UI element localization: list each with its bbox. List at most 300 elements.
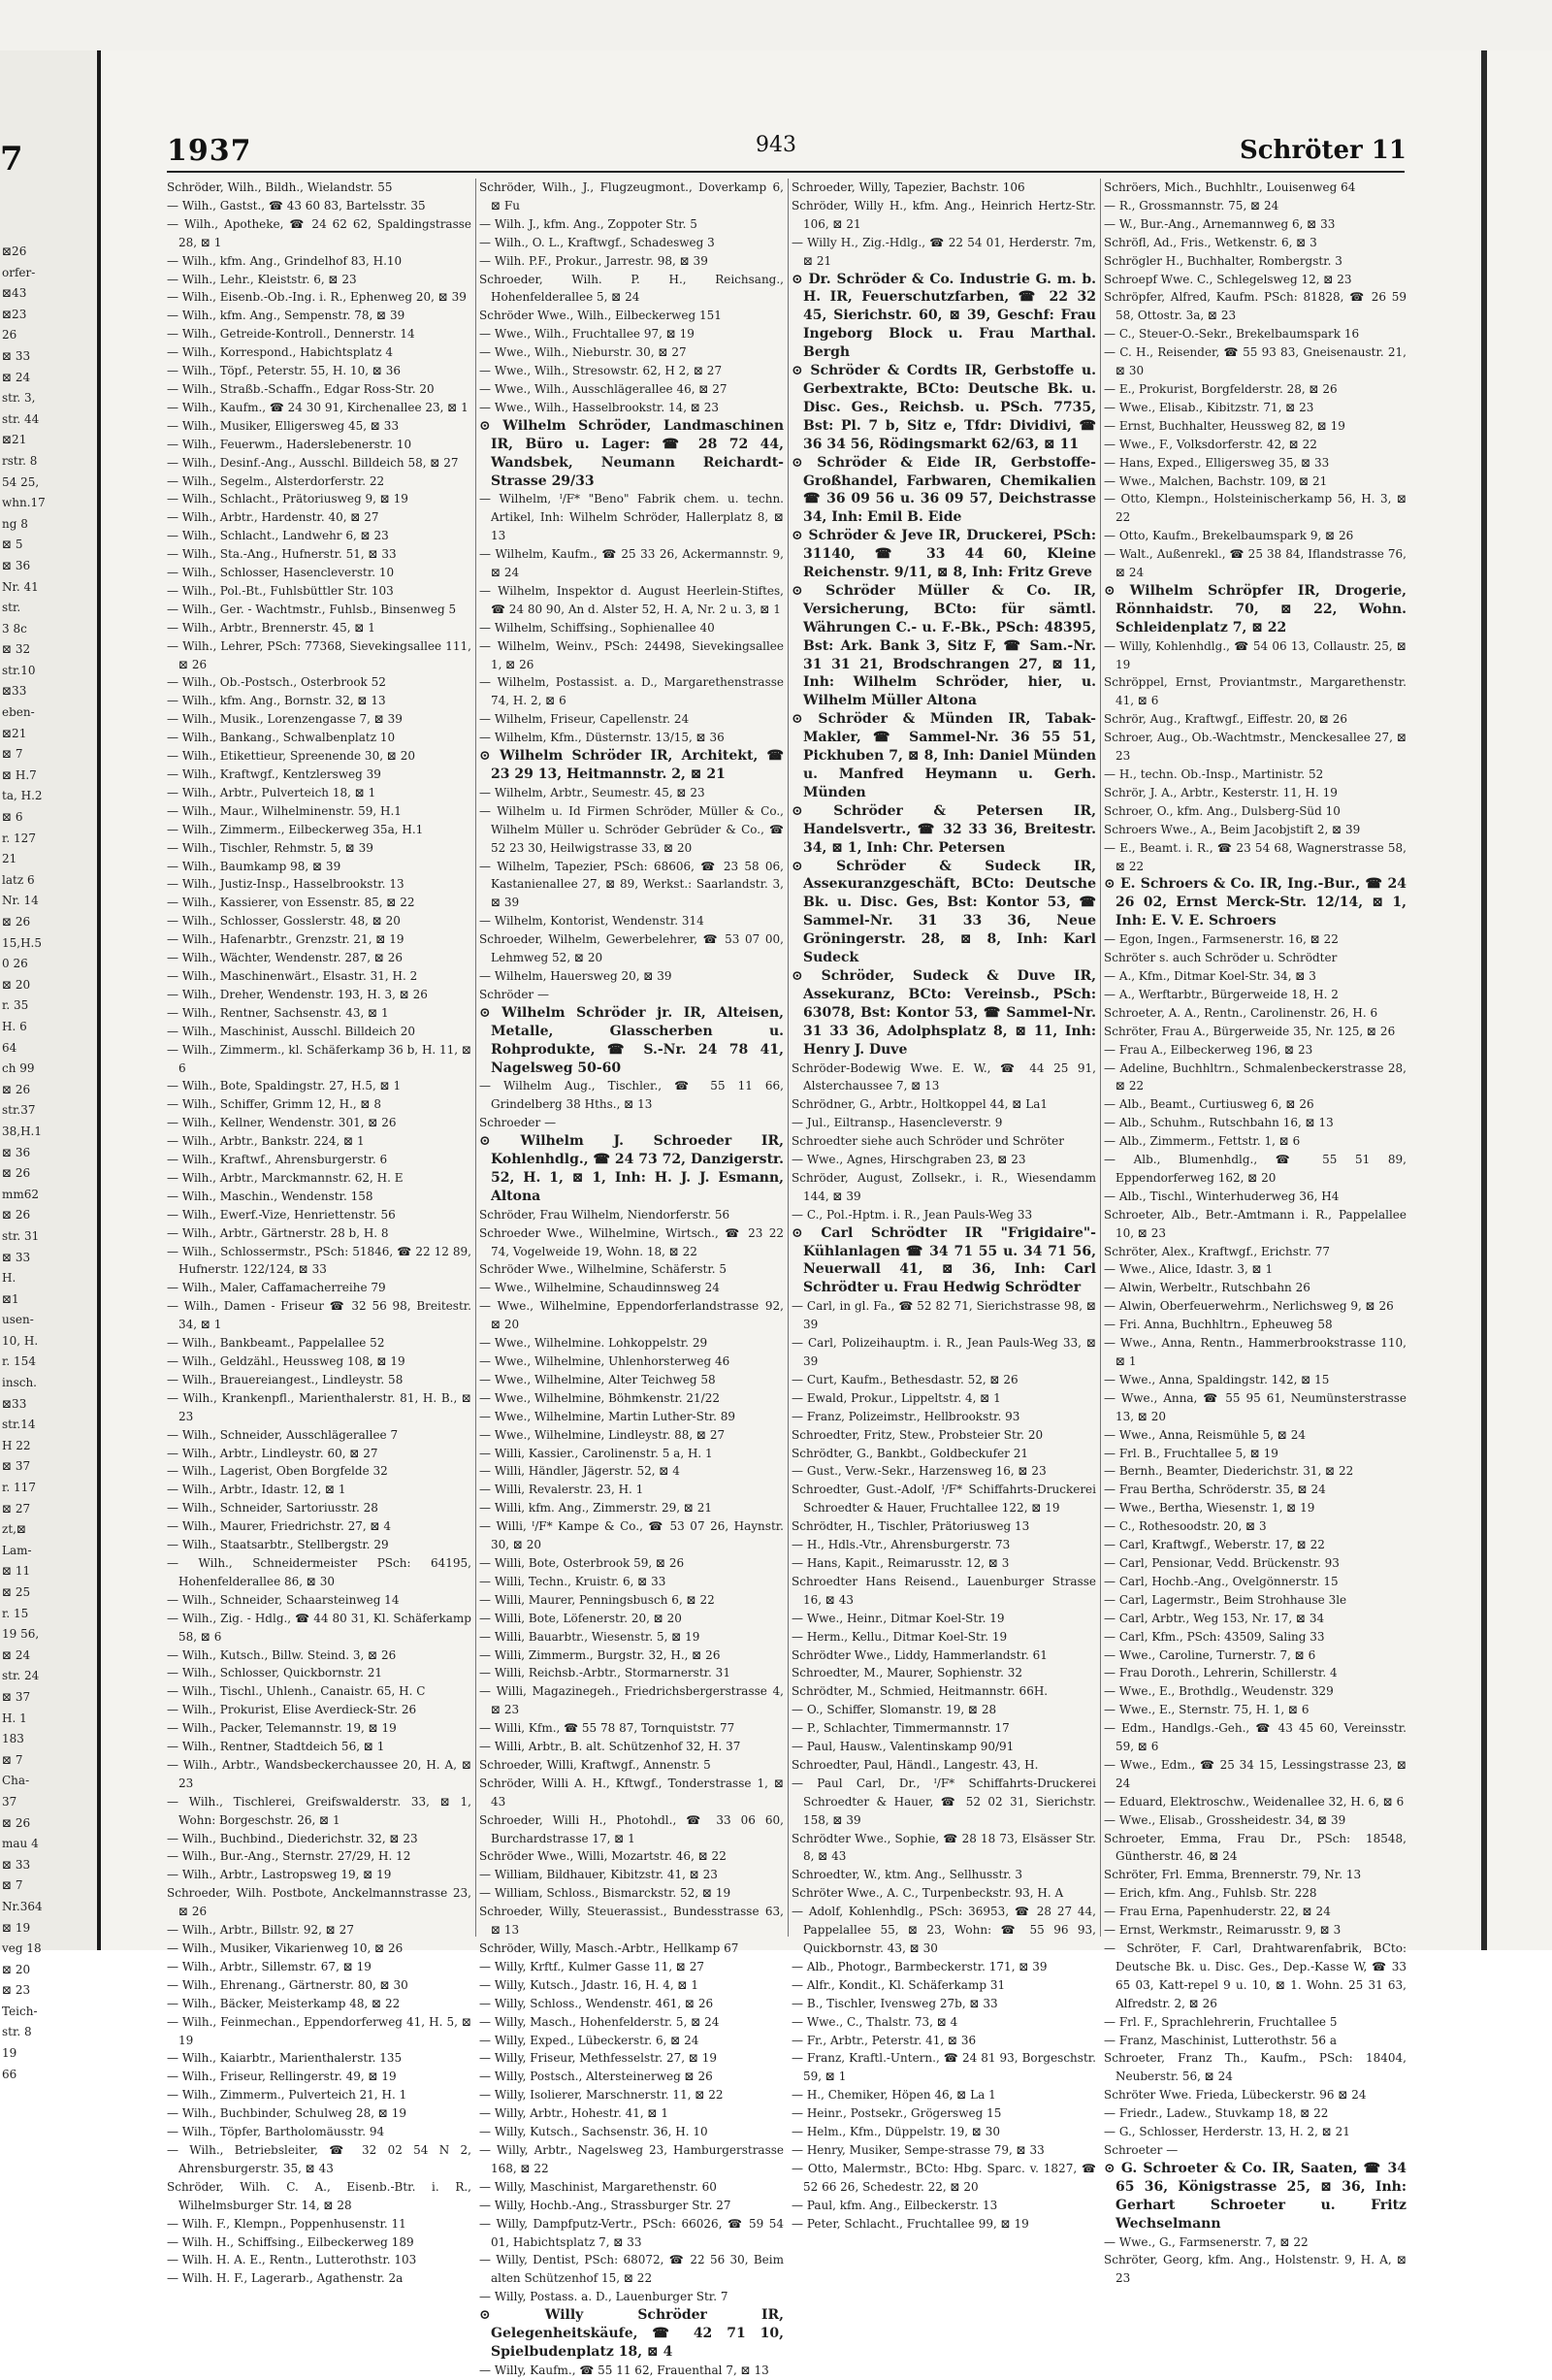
previous-page-fragment: ⊠43 bbox=[2, 286, 27, 301]
directory-entry: — Wilh., Schneider, Ausschlägerallee 7 bbox=[167, 1427, 399, 1442]
directory-entry: — Carl, Lagermstr., Beim Strohhause 3le bbox=[1104, 1592, 1347, 1607]
directory-entry: Schrödner, G., Arbtr., Holtkoppel 44, ⊠ La1 bbox=[792, 1097, 1049, 1112]
directory-entry: — Willi, ᴵ/F* Kampe & Co., ☎ 53 07 26, Haynstr. 30, ⊠ 20 bbox=[479, 1519, 784, 1552]
directory-entry: — Wilh., Buchbinder, Schulweg 28, ⊠ 19 bbox=[167, 2106, 407, 2121]
directory-entry: Schröter Wwe., A. C., Turpenbeckstr. 93, H. A bbox=[792, 1886, 1064, 1901]
directory-entry: — Wilh., Maschinist, Ausschl. Billdeich 20 bbox=[167, 1024, 415, 1038]
previous-page-fragment: veg 18 bbox=[2, 1941, 42, 1956]
directory-entry: — Wilh., Wächter, Wendenstr. 287, ⊠ 26 bbox=[167, 951, 404, 965]
directory-entry: — Wilh., Bote, Spaldingstr. 27, H.5, ⊠ 1 bbox=[167, 1079, 402, 1093]
directory-entry: — Wilh., Apotheke, ☎ 24 62 62, Spaldingstrasse 28, ⊠ 1 bbox=[167, 216, 471, 249]
directory-entry: — Wilh., Bäcker, Meisterkamp 48, ⊠ 22 bbox=[167, 1996, 401, 2010]
directory-entry: Schrödter Wwe., Liddy, Hammerlandstr. 61 bbox=[792, 1647, 1048, 1662]
directory-entry: — Wilh., Arbtr., Lastropsweg 19, ⊠ 19 bbox=[167, 1868, 392, 1882]
directory-entry: — Wwe., Wilhelmine, Uhlenhorsterweg 46 bbox=[479, 1354, 730, 1368]
directory-entry: — Wwe., Anna, ☎ 55 95 61, Neumünsterstrasse 13, ⊠ 20 bbox=[1104, 1390, 1406, 1423]
directory-entry: Schröter, Frau A., Bürgerweide 35, Nr. 125, ⊠ 26 bbox=[1104, 1024, 1396, 1038]
previous-page-fragment: ⊠ 20 bbox=[2, 977, 31, 992]
directory-entry: — Wwe., Wilhelmine, Böhmkenstr. 21/22 bbox=[479, 1390, 720, 1405]
directory-entry: — Wilh., Kellner, Wendenstr. 301, ⊠ 26 bbox=[167, 1116, 397, 1130]
directory-entry: — Wilh., Maur., Wilhelminenstr. 59, H.1 bbox=[167, 803, 402, 818]
directory-entry: — Wilh., Arbtr., Idastr. 12, ⊠ 1 bbox=[167, 1483, 346, 1497]
directory-entry: Schröder Wwe., Wilh., Eilbeckerweg 151 bbox=[479, 309, 722, 323]
directory-entry: — Wilh., Baumkamp 98, ⊠ 39 bbox=[167, 859, 341, 873]
previous-page-fragment: ⊠26 bbox=[2, 245, 27, 258]
previous-page-fragment: ⊠ 27 bbox=[2, 1501, 31, 1516]
directory-entry: — Wilh., Betriebsleiter, ☎ 32 02 54 N 2, Ahrensburgerstr. 35, ⊠ 43 bbox=[167, 2142, 471, 2175]
directory-entry: — Wilh., Maschin., Wendenstr. 158 bbox=[167, 1189, 373, 1203]
directory-entry: Schroedter, Paul, Händl., Langestr. 43, H. bbox=[792, 1757, 1039, 1772]
previous-page-fragment: ⊠ 36 bbox=[2, 558, 31, 572]
directory-entry: — Wwe., Wilhelmine. Lohkoppelstr. 29 bbox=[479, 1336, 708, 1351]
directory-entry: — Franz, Kraftl.-Untern., ☎ 24 81 93, Borgeschstr. 59, ⊠ 1 bbox=[792, 2051, 1096, 2084]
directory-entry: — Helm., Kfm., Düppelstr. 19, ⊠ 30 bbox=[792, 2125, 1000, 2139]
directory-entry: — Gust., Verw.-Sekr., Harzensweg 16, ⊠ 23 bbox=[792, 1464, 1047, 1479]
directory-entry: Schroedter Hans Reisend., Lauenburger Strasse 16, ⊠ 43 bbox=[792, 1574, 1096, 1607]
directory-entry: — Ewald, Prokur., Lippeltstr. 4, ⊠ 1 bbox=[792, 1390, 1001, 1405]
previous-page-fragment: ⊠ 7 bbox=[2, 1878, 23, 1893]
directory-entry: — Willy, Arbtr., Hohestr. 41, ⊠ 1 bbox=[479, 2106, 668, 2121]
directory-entry: — Wilh., Ewerf.-Vize, Henriettenstr. 56 bbox=[167, 1207, 396, 1222]
previous-page-fragment: ⊠ 33 bbox=[2, 1250, 31, 1264]
directory-entry: — Alb., Tischl., Winterhuderweg 36, H4 bbox=[1104, 1189, 1340, 1203]
directory-entry: — Willy, Kutsch., Jdastr. 16, H. 4, ⊠ 1 bbox=[479, 1977, 699, 1992]
previous-page-fragment: ⊠ 5 bbox=[2, 538, 23, 552]
directory-entry: — Wilh., Prokurist, Elise Averdieck-Str. 26 bbox=[167, 1703, 417, 1717]
directory-entry: Schröppel, Ernst, Proviantmstr., Margarethenstr. 41, ⊠ 6 bbox=[1104, 675, 1406, 708]
running-title: Schröter 11 bbox=[1239, 136, 1406, 165]
directory-entry: — Wilh., Justiz-Insp., Hasselbrookstr. 13 bbox=[167, 877, 404, 892]
directory-entry: — Willi, Zimmerm., Burgstr. 32, H., ⊠ 26 bbox=[479, 1647, 721, 1662]
directory-entry: ⊙ Carl Schrödter IR "Frigidaire"-Kühlanlagen ☎ 34 71 55 u. 34 71 56, Neuerwall 41, ⊠ 36, Inh: Carl Schrödter u. Frau Hedwig Schrödter bbox=[792, 1224, 1096, 1296]
directory-entry: — Paul, kfm. Ang., Eilbeckerstr. 13 bbox=[792, 2198, 998, 2212]
directory-entry: Schroedter, M., Maurer, Sophienstr. 32 bbox=[792, 1666, 1022, 1680]
previous-page-fragment: str.10 bbox=[2, 663, 36, 677]
directory-entry: — Wilh., Brauereiangest., Lindleystr. 58 bbox=[167, 1372, 404, 1386]
previous-page-fragment: ⊠ 37 bbox=[2, 1689, 31, 1704]
directory-entry: — Wilh., Töpf., Peterstr. 55, H. 10, ⊠ 36 bbox=[167, 364, 402, 378]
directory-entry: Schröder, August, Zollsekr., i. R., Wiesendamm 144, ⊠ 39 bbox=[792, 1170, 1096, 1203]
directory-entry: — Wilhelm, Inspektor d. August Heerlein-Stiftes, ☎ 24 80 90, An d. Alster 52, H. A, Nr. 2 u. 3, ⊠ 1 bbox=[479, 583, 784, 616]
directory-entry: — Paul Carl, Dr., ᴵ/F* Schiffahrts-Druckerei Schroedter & Hauer, ☎ 52 02 31, Sierichstr. 158, ⊠ 39 bbox=[792, 1776, 1096, 1827]
directory-entry: — Wilh., Packer, Telemannstr. 19, ⊠ 19 bbox=[167, 1721, 397, 1736]
directory-entry: — H., techn. Ob.-Insp., Martinistr. 52 bbox=[1104, 767, 1324, 781]
directory-column-1 bbox=[167, 179, 471, 2286]
directory-entry: — Wilh., Tischler, Rehmstr. 5, ⊠ 39 bbox=[167, 840, 373, 855]
directory-entry: Schröder, Willy, Masch.-Arbtr., Hellkamp 67 bbox=[479, 1941, 739, 1955]
directory-entry: — Wilh., Segelm., Alsterdorferstr. 22 bbox=[167, 473, 385, 488]
directory-entry: Schrör, J. A., Arbtr., Kesterstr. 11, H. 19 bbox=[1104, 785, 1338, 799]
directory-entry: Schroeder, Willi, Kraftwgf., Annenstr. 5 bbox=[479, 1757, 711, 1772]
directory-entry: ⊙ Schröder & Münden IR, Tabak-Makler, ☎ Sammel-Nr. 36 55 51, Pickhuben 7, ⊠ 8, Inh: Daniel Münden u. Manfred Heymann u. Gerh. Münden bbox=[792, 711, 1096, 800]
directory-entry: — Wilh., Rentner, Stadtdeich 56, ⊠ 1 bbox=[167, 1740, 385, 1754]
previous-page-fragment: ⊠ 26 bbox=[2, 1082, 31, 1096]
directory-entry: Schroepf Wwe. C., Schlegelsweg 12, ⊠ 23 bbox=[1104, 272, 1352, 286]
directory-entry: — H., Hdls.-Vtr., Ahrensburgerstr. 73 bbox=[792, 1538, 1011, 1552]
previous-page-fragment: Nr. 41 bbox=[2, 579, 39, 594]
previous-page-fragment: ⊠33 bbox=[2, 1396, 27, 1411]
directory-entry: — Wilh., Ob.-Postsch., Osterbrook 52 bbox=[167, 675, 386, 690]
directory-entry: — Walt., Außenrekl., ☎ 25 38 84, Iflandstrasse 76, ⊠ 24 bbox=[1104, 547, 1406, 580]
previous-page-fragment: str. 3, bbox=[2, 391, 36, 406]
directory-entry: — Carl, Hochb.-Ang., Ovelgönnerstr. 15 bbox=[1104, 1574, 1339, 1588]
previous-page-fragment: ⊠ 33 bbox=[2, 1857, 31, 1872]
directory-entry: — Wwe., Wilh., Nieburstr. 30, ⊠ 27 bbox=[479, 345, 687, 360]
directory-entry: — Carl, Polizeihauptm. i. R., Jean Pauls-Weg 33, ⊠ 39 bbox=[792, 1336, 1096, 1368]
directory-entry: — Wilh., Kraftwgf., Kentzlersweg 39 bbox=[167, 767, 381, 781]
previous-page-fragment: str. 44 bbox=[2, 411, 40, 426]
directory-entry: — Willy, Exped., Lübeckerstr. 6, ⊠ 24 bbox=[479, 2033, 699, 2047]
directory-entry: — Jul., Eiltransp., Hasencleverstr. 9 bbox=[792, 1116, 1003, 1130]
directory-entry: — Wilh., Schneider, Sartoriusstr. 28 bbox=[167, 1501, 378, 1516]
directory-entry: — Wwe., Wilhelmine, Schaudinnsweg 24 bbox=[479, 1281, 720, 1295]
directory-entry: — Wilh. H. A. E., Rentn., Lutterothstr. 103 bbox=[167, 2253, 417, 2267]
directory-entry: — Wilh., Kutsch., Billw. Steind. 3, ⊠ 26 bbox=[167, 1647, 397, 1662]
previous-page-fragment: ⊠21 bbox=[2, 433, 27, 447]
directory-entry: — Wwe., G., Farmsenerstr. 7, ⊠ 22 bbox=[1104, 2234, 1309, 2249]
directory-entry: — Wilh., Arbtr., Pulverteich 18, ⊠ 1 bbox=[167, 785, 376, 799]
previous-page-fragment: whn.17 bbox=[2, 496, 46, 510]
directory-entry: — Otto, Klempn., Holsteinischerkamp 56, H. 3, ⊠ 22 bbox=[1104, 492, 1406, 525]
previous-page-fragment: 64 bbox=[2, 1040, 17, 1055]
directory-entry: — Carl, Pensionar, Vedd. Brückenstr. 93 bbox=[1104, 1555, 1340, 1570]
directory-entry: ⊙ Wilhelm Schröder jr. IR, Alteisen, Metalle, Glasscherben u. Rohprodukte, ☎ S.-Nr. 24 78 41, Nagelsweg 50-60 bbox=[479, 1004, 784, 1076]
directory-entry: — Wilh., Maschinenwärt., Elsastr. 31, H. 2 bbox=[167, 968, 418, 983]
directory-entry: — Wilhelm, Kaufm., ☎ 25 33 26, Ackermannstr. 9, ⊠ 24 bbox=[479, 547, 784, 580]
directory-entry: — Wilh., Arbtr., Sillemstr. 67, ⊠ 19 bbox=[167, 1959, 372, 1973]
previous-page-fragment: 10, H. bbox=[2, 1333, 39, 1348]
directory-entry: — Wilh., Arbtr., Brennerstr. 45, ⊠ 1 bbox=[167, 620, 375, 635]
directory-entry: — Willy, Friseur, Methfesselstr. 27, ⊠ 19 bbox=[479, 2051, 718, 2066]
directory-entry: — Alb., Beamt., Curtiusweg 6, ⊠ 26 bbox=[1104, 1097, 1314, 1112]
directory-entry: — Wilh., Bur.-Ang., Sternstr. 27/29, H. 12 bbox=[167, 1849, 411, 1864]
directory-entry: — Hans, Kapit., Reimarusstr. 12, ⊠ 3 bbox=[792, 1555, 1010, 1570]
previous-page-fragments bbox=[2, 245, 99, 2088]
directory-entry: Schroeter, Emma, Frau Dr., PSch: 18548, Güntherstr. 46, ⊠ 24 bbox=[1104, 1831, 1406, 1864]
directory-entry: Schrödter, G., Bankbt., Goldbeckufer 21 bbox=[792, 1446, 1029, 1460]
page-right-edge bbox=[1481, 50, 1487, 1950]
previous-page-fragment: 54 25, bbox=[2, 474, 40, 489]
directory-entry: — Willy, Postass. a. D., Lauenburger Str. 7 bbox=[479, 2290, 728, 2304]
directory-entry: — Willi, Händler, Jägerstr. 52, ⊠ 4 bbox=[479, 1464, 680, 1479]
directory-entry: — Henry, Musiker, Sempe-strasse 79, ⊠ 33 bbox=[792, 2142, 1045, 2157]
previous-page-fragment: ⊠ 7 bbox=[2, 747, 23, 762]
directory-entry: — Alwin, Werbeltr., Rutschbahn 26 bbox=[1104, 1281, 1310, 1295]
directory-entry: — O., Schiffer, Slomanstr. 19, ⊠ 28 bbox=[792, 1703, 997, 1717]
directory-entry: Schroeder, Willi H., Photohdl., ☎ 33 06 60, Burchardstrasse 17, ⊠ 1 bbox=[479, 1812, 784, 1845]
directory-entry: — William, Bildhauer, Kibitzstr. 41, ⊠ 23 bbox=[479, 1868, 718, 1882]
directory-entry: — Wilh., Zig. - Hdlg., ☎ 44 80 31, Kl. Schäferkamp 58, ⊠ 6 bbox=[167, 1611, 471, 1644]
directory-entry: — Alwin, Oberfeuerwehrm., Nerlichsweg 9, ⊠ 26 bbox=[1104, 1299, 1394, 1314]
previous-page-fragment: eben- bbox=[2, 705, 35, 720]
directory-entry: ⊙ Schröder & Petersen IR, Handelsvertr., ☎ 32 33 36, Breitestr. 34, ⊠ 1, Inh: Chr. Petersen bbox=[792, 802, 1096, 856]
directory-entry: ⊙ Schröder & Jeve IR, Druckerei, PSch: 31140, ☎ 33 44 60, Kleine Reichenstr. 9/11, ⊠ 8, Inh: Fritz Greve bbox=[792, 528, 1096, 581]
directory-column-2 bbox=[479, 179, 784, 2377]
directory-entry: — Wwe., Elisab., Grossheidestr. 34, ⊠ 39 bbox=[1104, 1812, 1346, 1827]
directory-entry: — P., Schlachter, Timmermannstr. 17 bbox=[792, 1721, 1010, 1736]
previous-page-fragment: ⊠ 7 bbox=[2, 1752, 23, 1767]
column-divider bbox=[475, 179, 476, 1937]
directory-entry: Schroeder, Wilh. P. H., Reichsang., Hohenfelderallee 5, ⊠ 24 bbox=[479, 272, 784, 305]
directory-entry: — Wilh., Schneider, Schaarsteinweg 14 bbox=[167, 1592, 400, 1607]
directory-entry: — Willi, Arbtr., B. alt. Schützenhof 32, H. 37 bbox=[479, 1740, 741, 1754]
directory-entry: Schroedter siehe auch Schröder und Schröter bbox=[792, 1134, 1064, 1149]
directory-entry: — Willy, Krftf., Kulmer Gasse 11, ⊠ 27 bbox=[479, 1959, 704, 1973]
directory-entry: — Wwe., Wilh., Stresowstr. 62, H 2, ⊠ 27 bbox=[479, 364, 723, 378]
directory-entry: — Willy, Arbtr., Nagelsweg 23, Hamburgerstrasse 168, ⊠ 22 bbox=[479, 2142, 784, 2175]
directory-entry: — Wilh., Schlacht., Landwehr 6, ⊠ 23 bbox=[167, 529, 389, 543]
directory-entry: — Heinr., Postsekr., Grögersweg 15 bbox=[792, 2106, 1002, 2121]
directory-entry: — Herm., Kellu., Ditmar Koel-Str. 19 bbox=[792, 1629, 1008, 1644]
directory-entry: — Frau A., Eilbeckerweg 196, ⊠ 23 bbox=[1104, 1042, 1313, 1057]
directory-entry: — Wilh., Getreide-Kontroll., Dennerstr. 14 bbox=[167, 327, 415, 342]
directory-entry: — Willy H., Zig.-Hdlg., ☎ 22 54 01, Herderstr. 7m, ⊠ 21 bbox=[792, 235, 1096, 268]
directory-entry: — Wwe., Wilhelmine, Eppendorferlandstrasse 92, ⊠ 20 bbox=[479, 1299, 784, 1332]
directory-entry: — Wwe., Wilh., Ausschlägerallee 46, ⊠ 27 bbox=[479, 381, 728, 396]
directory-entry: — Frau Erna, Papenhuderstr. 22, ⊠ 24 bbox=[1104, 1905, 1331, 1919]
directory-entry: — Frl. F., Sprachlehrerin, Fruchtallee 5 bbox=[1104, 2014, 1338, 2029]
previous-page-fragment: ⊠ 11 bbox=[2, 1564, 31, 1579]
directory-entry: ⊙ Wilhelm Schröder, Landmaschinen IR, Büro u. Lager: ☎ 28 72 44, Wandsbek, Neumann Reichardt-Strasse 29/33 bbox=[479, 417, 784, 489]
directory-entry: — Erich, kfm. Ang., Fuhlsb. Str. 228 bbox=[1104, 1886, 1317, 1901]
previous-page-fragment: ⊠ 24 bbox=[2, 370, 31, 384]
previous-page-fragment: ⊠ 26 bbox=[2, 1166, 31, 1181]
directory-entry: — Wilhelm Aug., Tischler., ☎ 55 11 66, Grindelberg 38 Hths., ⊠ 13 bbox=[479, 1079, 784, 1112]
directory-entry: — Wilh., Straßb.-Schaffn., Edgar Ross-Str. 20 bbox=[167, 381, 435, 396]
directory-entry: — Adeline, Buchhltrn., Schmalenbeckerstrasse 28, ⊠ 22 bbox=[1104, 1060, 1406, 1093]
directory-entry: Schröder, Frau Wilhelm, Niendorferstr. 56 bbox=[479, 1207, 730, 1222]
directory-entry: — Willi, Techn., Kruistr. 6, ⊠ 33 bbox=[479, 1574, 666, 1588]
directory-entry: — Wwe., Wilhelmine, Lindleystr. 88, ⊠ 27 bbox=[479, 1427, 726, 1442]
previous-page-fragment: ⊠33 bbox=[2, 684, 27, 699]
directory-entry: — Egon, Ingen., Farmsenerstr. 16, ⊠ 22 bbox=[1104, 932, 1339, 947]
directory-entry: — W., Bur.-Ang., Arnemannweg 6, ⊠ 33 bbox=[1104, 216, 1336, 231]
previous-page-fragment: 3 8c bbox=[2, 621, 27, 636]
directory-entry: — Wilh., Feinmechan., Eppendorferweg 41, H. 5, ⊠ 19 bbox=[167, 2014, 471, 2047]
directory-entry: — Willy, Dentist, PSch: 68072, ☎ 22 56 30, Beim alten Schützenhof 15, ⊠ 22 bbox=[479, 2253, 784, 2286]
previous-page-fragment: usen- bbox=[2, 1313, 34, 1327]
directory-entry: — Willi, Reichsb.-Arbtr., Stormarnerstr. 31 bbox=[479, 1666, 730, 1680]
directory-entry: Schroedter, W., ktm. Ang., Sellhusstr. 3 bbox=[792, 1868, 1022, 1882]
previous-page-fragment: str. bbox=[2, 601, 21, 615]
directory-entry: — Alb., Blumenhdlg., ☎ 55 51 89, Eppendorferweg 162, ⊠ 20 bbox=[1104, 1153, 1406, 1185]
directory-entry: — Wwe., E., Brothdlg., Weudenstr. 329 bbox=[1104, 1684, 1334, 1699]
directory-entry: — Wilhelm, Hauersweg 20, ⊠ 39 bbox=[479, 968, 672, 983]
previous-page-fragment: zt,⊠ bbox=[2, 1522, 27, 1537]
directory-entry: — Wwe., Anna, Spaldingstr. 142, ⊠ 15 bbox=[1104, 1372, 1330, 1386]
previous-page-fragment: 38,H.1 bbox=[2, 1124, 42, 1138]
directory-entry: — Wilh., Tischlerei, Greifswalderstr. 33, ⊠ 1, Wohn: Borgeschstr. 26, ⊠ 1 bbox=[167, 1794, 471, 1827]
directory-entry: Schröder, Willy H., kfm. Ang., Heinrich Hertz-Str. 106, ⊠ 21 bbox=[792, 198, 1096, 231]
directory-entry: — Willi, Maurer, Penningsbusch 6, ⊠ 22 bbox=[479, 1592, 715, 1607]
directory-entry: Schroeder, Wilh. Postbote, Anckelmannstrasse 23, ⊠ 26 bbox=[167, 1886, 471, 1919]
previous-page-fragment: str. 31 bbox=[2, 1228, 40, 1243]
directory-entry: Schroedter, Fritz, Stew., Probsteier Str. 20 bbox=[792, 1427, 1044, 1442]
previous-page-fragment: str. 8 bbox=[2, 2025, 32, 2039]
directory-entry: ⊙ Wilhelm J. Schroeder IR, Kohlenhdlg., ☎ 24 73 72, Danzigerstr. 52, H. 1, ⊠ 1, Inh: H. J. J. Esmann, Altona bbox=[479, 1133, 784, 1204]
directory-entry: — Wilh., Eisenb.-Ob.-Ing. i. R., Ephenweg 20, ⊠ 39 bbox=[167, 290, 467, 305]
previous-page-fragment: ⊠ 25 bbox=[2, 1585, 31, 1599]
previous-page-fragment: 15,H.5 bbox=[2, 935, 42, 950]
directory-entry: — C., Rothesoodstr. 20, ⊠ 3 bbox=[1104, 1519, 1267, 1534]
directory-entry: — Wilh., Geldzähl., Heussweg 108, ⊠ 19 bbox=[167, 1354, 405, 1368]
directory-entry: — Wilh., Arbtr., Bankstr. 224, ⊠ 1 bbox=[167, 1134, 365, 1149]
directory-entry: — Wilh., Ger. - Wachtmstr., Fuhlsb., Binsenweg 5 bbox=[167, 602, 457, 616]
directory-entry: ⊙ G. Schroeter & Co. IR, Saaten, ☎ 34 65 36, Königstrasse 25, ⊠ 36, Inh: Gerhart Schroeter u. Fritz Wechselmann bbox=[1104, 2160, 1406, 2232]
directory-entry: — Wilh. J., kfm. Ang., Zoppoter Str. 5 bbox=[479, 216, 697, 231]
directory-entry: — Wilh., Etikettieur, Spreenende 30, ⊠ 20 bbox=[167, 749, 415, 764]
page-year: 1937 bbox=[167, 134, 252, 168]
directory-entry: — Wilh. H. F., Lagerarb., Agathenstr. 2a bbox=[167, 2271, 404, 2286]
directory-entry: — Edm., Handlgs.-Geh., ☎ 43 45 60, Vereinsstr. 59, ⊠ 6 bbox=[1104, 1721, 1406, 1754]
directory-entry: — H., Chemiker, Höpen 46, ⊠ La 1 bbox=[792, 2088, 996, 2103]
directory-entry: — Wilh., Zimmerm., Eilbeckerweg 35a, H.1 bbox=[167, 822, 424, 836]
directory-entry: — Franz, Maschinist, Lutterothstr. 56 a bbox=[1104, 2033, 1337, 2047]
directory-entry: — R., Grossmannstr. 75, ⊠ 24 bbox=[1104, 198, 1279, 212]
previous-page-fragment: 21 bbox=[2, 852, 17, 866]
directory-entry: — Wilhelm, Schiffsing., Sophienallee 40 bbox=[479, 620, 715, 635]
previous-page-number: 7 bbox=[0, 140, 23, 179]
directory-entry: — Wwe., Anna, Reismühle 5, ⊠ 24 bbox=[1104, 1427, 1306, 1442]
directory-entry: — Wwe., Wilhelmine, Alter Teichweg 58 bbox=[479, 1372, 716, 1386]
directory-entry: — Willy, Dampfputz-Vertr., PSch: 66026, ☎ 59 54 01, Habichtsplatz 7, ⊠ 33 bbox=[479, 2216, 784, 2249]
directory-entry: — Wilh., Schiffer, Grimm 12, H., ⊠ 8 bbox=[167, 1097, 382, 1112]
previous-page-fragment: ⊠ H.7 bbox=[2, 767, 37, 782]
directory-entry: — Wilh., Schlosser, Hasencleverstr. 10 bbox=[167, 566, 395, 580]
directory-entry: ⊙ Schröder, Sudeck & Duve IR, Assekuranz, BCto: Vereinsb., PSch: 63078, Bst: Kontor 53, ☎ Sammel-Nr. 31 33 36, Adolphsplatz 8, ⊠ 11, Inh: Henry J. Duve bbox=[792, 967, 1096, 1058]
directory-entry: — Wilh., Lehr., Kleiststr. 6, ⊠ 23 bbox=[167, 272, 357, 286]
directory-entry: — Willy, Kohlenhdlg., ☎ 54 06 13, Collaustr. 25, ⊠ 19 bbox=[1104, 638, 1406, 671]
directory-entry: — Wilh., Töpfer, Bartholomäusstr. 94 bbox=[167, 2125, 385, 2139]
directory-entry: — Wilh., kfm. Ang., Grindelhof 83, H.10 bbox=[167, 253, 403, 268]
previous-page-fragment: Cha- bbox=[2, 1774, 30, 1788]
directory-entry: — Wwe., E., Sternstr. 75, H. 1, ⊠ 6 bbox=[1104, 1703, 1310, 1717]
directory-entry: — Wilh., Maurer, Friedrichstr. 27, ⊠ 4 bbox=[167, 1519, 391, 1534]
directory-entry: ⊙ Schröder & Cordts IR, Gerbstoffe u. Gerbextrakte, BCto: Deutsche Bk. u. Disc. Ges., Reichsb. u. PSch. 7735, Bst: Pl. 7 b, Sitz e, Tfdr: Dividivi, ☎ 36 34 56, Rödingsmarkt 62/63, ⊠ 11 bbox=[792, 363, 1096, 452]
directory-entry: — Willi, Bote, Löfenerstr. 20, ⊠ 20 bbox=[479, 1611, 682, 1625]
previous-page-fragment: H. bbox=[2, 1271, 16, 1286]
previous-page-fragment: r. 154 bbox=[2, 1354, 36, 1369]
page-number: 943 bbox=[756, 133, 796, 157]
previous-page-fragment: ⊠ 37 bbox=[2, 1459, 31, 1474]
directory-entry: — Wilhelm, Postassist. a. D., Margarethenstrasse 74, H. 2, ⊠ 6 bbox=[479, 675, 784, 708]
previous-page-fragment: Nr.364 bbox=[2, 1899, 43, 1913]
directory-entry: — Wilh., Damen - Friseur ☎ 32 56 98, Breitestr. 34, ⊠ 1 bbox=[167, 1299, 471, 1332]
directory-entry: — E., Beamt. i. R., ☎ 23 54 68, Wagnerstrasse 58, ⊠ 22 bbox=[1104, 840, 1406, 873]
directory-entry: — C., Pol.-Hptm. i. R., Jean Pauls-Weg 33 bbox=[792, 1207, 1033, 1222]
directory-entry: — Ernst, Werkmstr., Reimarusstr. 9, ⊠ 3 bbox=[1104, 1923, 1342, 1938]
directory-entry: — Wilh., Maler, Caffamacherreihe 79 bbox=[167, 1281, 386, 1295]
directory-entry: — Frl. B., Fruchtallee 5, ⊠ 19 bbox=[1104, 1446, 1278, 1460]
directory-entry: Schroeder, Willy, Steuerassist., Bundesstrasse 63, ⊠ 13 bbox=[479, 1905, 784, 1938]
directory-entry: — Carl, Kraftwgf., Weberstr. 17, ⊠ 22 bbox=[1104, 1538, 1325, 1552]
directory-entry: — Wilh., Pol.-Bt., Fuhlsbüttler Str. 103 bbox=[167, 583, 394, 598]
previous-page-fragment: 19 56, bbox=[2, 1627, 40, 1642]
directory-entry: — Otto, Kaufm., Brekelbaumspark 9, ⊠ 26 bbox=[1104, 529, 1354, 543]
directory-entry: — B., Tischler, Ivensweg 27b, ⊠ 33 bbox=[792, 1996, 998, 2010]
directory-entry: — Willi, Bote, Osterbrook 59, ⊠ 26 bbox=[479, 1555, 685, 1570]
directory-entry: — Wilhelm, Kontorist, Wendenstr. 314 bbox=[479, 914, 704, 929]
directory-entry: — Friedr., Ladew., Stuvkamp 18, ⊠ 22 bbox=[1104, 2106, 1329, 2121]
previous-page-fragment: ⊠ 26 bbox=[2, 915, 31, 929]
previous-page-fragment: 19 bbox=[2, 2046, 17, 2061]
directory-entry: — Willi, Revalerstr. 23, H. 1 bbox=[479, 1483, 644, 1497]
directory-entry: — Willy, Maschinist, Margarethenstr. 60 bbox=[479, 2179, 717, 2194]
directory-entry: — Wwe., Bertha, Wiesenstr. 1, ⊠ 19 bbox=[1104, 1501, 1315, 1516]
directory-entry: — Wilh., Schlosser, Gosslerstr. 48, ⊠ 20 bbox=[167, 914, 401, 929]
previous-page-fragment: str. 24 bbox=[2, 1669, 40, 1683]
directory-entry: ⊙ Wilhelm Schröder IR, Architekt, ☎ 23 29 13, Heitmannstr. 2, ⊠ 21 bbox=[479, 748, 784, 782]
directory-entry: — Wilh. F., Klempn., Poppenhusenstr. 11 bbox=[167, 2216, 406, 2231]
directory-entry: Schrödter, M., Schmied, Heitmannstr. 66H. bbox=[792, 1684, 1049, 1699]
directory-entry: — Wwe., Heinr., Ditmar Koel-Str. 19 bbox=[792, 1611, 1005, 1625]
previous-page-fragment: ⊠23 bbox=[2, 307, 27, 321]
previous-page-fragment: ⊠1 bbox=[2, 1291, 19, 1306]
directory-entry: — Wilh., Musiker, Elligersweg 45, ⊠ 33 bbox=[167, 418, 400, 433]
previous-page-fragment: Lam- bbox=[2, 1543, 32, 1557]
previous-page-fragment: Teich- bbox=[2, 2004, 38, 2018]
directory-entry: — Wilh., Zimmerm., Pulverteich 21, H. 1 bbox=[167, 2088, 407, 2103]
directory-entry: — Alb., Photogr., Barmbeckerstr. 171, ⊠ 39 bbox=[792, 1959, 1048, 1973]
directory-entry: — Wwe., Edm., ☎ 25 34 15, Lessingstrasse 23, ⊠ 24 bbox=[1104, 1757, 1406, 1790]
directory-entry: Schröter, Alex., Kraftwgf., Erichstr. 77 bbox=[1104, 1244, 1331, 1258]
previous-page-fragment: Nr. 14 bbox=[2, 894, 39, 908]
directory-entry: — Wilh., Musik., Lorenzengasse 7, ⊠ 39 bbox=[167, 712, 403, 727]
directory-entry: — Wilh., Desinf.-Ang., Ausschl. Billdeich 58, ⊠ 27 bbox=[167, 455, 459, 470]
previous-page-fragment: 0 26 bbox=[2, 957, 28, 971]
directory-entry: Schröter, Frl. Emma, Brennerstr. 79, Nr. 13 bbox=[1104, 1868, 1362, 1882]
directory-entry: — Wilh., Staatsarbtr., Stellbergstr. 29 bbox=[167, 1538, 389, 1552]
directory-entry: — E., Prokurist, Borgfelderstr. 28, ⊠ 26 bbox=[1104, 381, 1338, 396]
directory-entry: — Willy, Hochb.-Ang., Strassburger Str. 27 bbox=[479, 2198, 731, 2212]
directory-entry: — Peter, Schlacht., Fruchtallee 99, ⊠ 19 bbox=[792, 2216, 1029, 2231]
previous-page-fragment: mm62 bbox=[2, 1187, 40, 1201]
directory-entry: — Wilh., Arbtr., Wandsbeckerchaussee 20, H. A, ⊠ 23 bbox=[167, 1757, 471, 1790]
directory-entry: — G., Schlosser, Herderstr. 13, H. 2, ⊠ 21 bbox=[1104, 2125, 1350, 2139]
directory-entry: ⊙ Schröder Müller & Co. IR, Versicherung, BCto: für sämtl. Währungen C.- u. F.-Bk., PSch: 48395, Bst: Ark. Bank 3, Sitz F, ☎ Sam.-Nr. 31 31 21, Brodschrangen 27, ⊠ 11, Inh: Wilhelm Schröder, hier, u. Wilhelm Müller Altona bbox=[792, 582, 1096, 709]
previous-page-fragment: str.37 bbox=[2, 1103, 36, 1118]
previous-page-fragment: r. 15 bbox=[2, 1606, 29, 1620]
directory-entry: — Wilh., kfm. Ang., Sempenstr. 78, ⊠ 39 bbox=[167, 309, 405, 323]
header-rule bbox=[167, 171, 1405, 173]
directory-entry: — Wwe., Wilh., Fruchtallee 97, ⊠ 19 bbox=[479, 327, 695, 342]
directory-column-4 bbox=[1104, 179, 1406, 2286]
previous-page-fragment: str.14 bbox=[2, 1418, 36, 1432]
directory-entry: — Paul, Hausw., Valentinskamp 90/91 bbox=[792, 1740, 1015, 1754]
directory-entry: — Wilh., Tischl., Uhlenh., Canaistr. 65, H. C bbox=[167, 1684, 426, 1699]
directory-entry: — Eduard, Elektroschw., Weidenallee 32, H. 6, ⊠ 6 bbox=[1104, 1794, 1405, 1809]
directory-entry: Schroers Wwe., A., Beim Jacobjstift 2, ⊠ 39 bbox=[1104, 822, 1361, 836]
directory-entry: — Wilh., Arbtr., Lindleystr. 60, ⊠ 27 bbox=[167, 1446, 378, 1460]
directory-entry: — Frau Doroth., Lehrerin, Schillerstr. 4 bbox=[1104, 1666, 1338, 1680]
directory-entry: Schrögler H., Buchhalter, Rombergstr. 3 bbox=[1104, 253, 1342, 268]
directory-entry: — Wilh., Rentner, Sachsenstr. 43, ⊠ 1 bbox=[167, 1005, 389, 1020]
previous-page-fragment: latz 6 bbox=[2, 872, 35, 887]
directory-entry: — Wilhelm, ᴵ/F* "Beno" Fabrik chem. u. techn. Artikel, Inh: Wilhelm Schröder, Hallerplatz 8, ⊠ 13 bbox=[479, 492, 784, 543]
directory-entry: — Wilh., Musiker, Vikarienweg 10, ⊠ 26 bbox=[167, 1941, 404, 1955]
directory-entry: — Wilh., Schlossermstr., PSch: 51846, ☎ 22 12 89, Hufnerstr. 122/124, ⊠ 33 bbox=[167, 1244, 471, 1277]
directory-entry: — Wilh., Buchbind., Diederichstr. 32, ⊠ 23 bbox=[167, 1831, 418, 1845]
directory-entry: — Wilh., Lehrer, PSch: 77368, Sievekingsallee 111, ⊠ 26 bbox=[167, 638, 471, 671]
directory-column-3 bbox=[792, 179, 1096, 2231]
directory-entry: — Wwe., Caroline, Turnerstr. 7, ⊠ 6 bbox=[1104, 1647, 1316, 1662]
directory-entry: Schröder, Willi A. H., Kftwgf., Tonderstrasse 1, ⊠ 43 bbox=[479, 1776, 784, 1809]
directory-entry: — Wilh., Bankbeamt., Pappelallee 52 bbox=[167, 1336, 385, 1351]
directory-entry: — Wilh., Kaiarbtr., Marienthalerstr. 135 bbox=[167, 2051, 403, 2066]
directory-entry: — Wilh., Kaufm., ☎ 24 30 91, Kirchenallee 23, ⊠ 1 bbox=[167, 400, 469, 414]
directory-entry: — Wilh., Schlacht., Prätoriusweg 9, ⊠ 19 bbox=[167, 492, 408, 506]
directory-entry: Schroer, Aug., Ob.-Wachtmstr., Menckesallee 27, ⊠ 23 bbox=[1104, 731, 1406, 764]
